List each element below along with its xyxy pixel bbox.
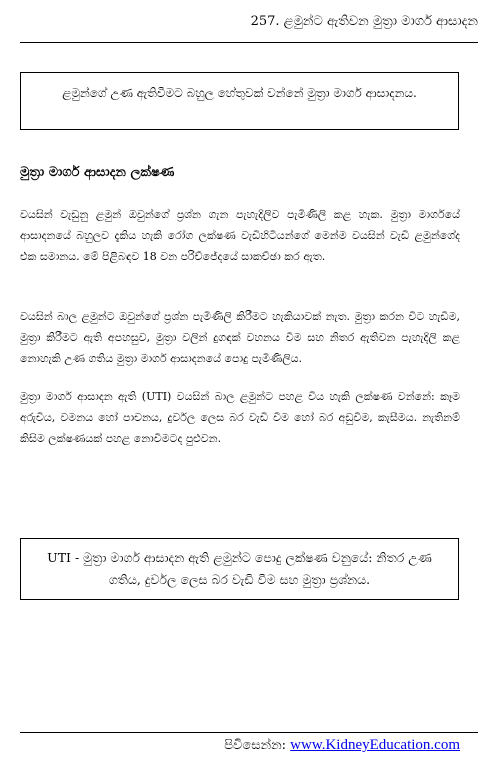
- paragraph-2: වයසින් බාල ළමුන්ට ඔවුන්ගේ ප්‍රශ්න පැමිණිලි කිරීමට හැකියාවක් නැත. මුත්‍රා කරන විට හැඩීම, මුත්‍රා කිරීමට ඇති අපහසුව, මුත්‍රා වලින් දුගඳක් වහනය වීම සහ නිතර ඇතිවන පැහැදිලි කළ නොහැකි උණ ගතිය මුත්‍රා මාර්ග ආසාදනයේ පොදු පැමිණිලිය.: [20, 310, 460, 365]
- callout-box-bottom: [20, 538, 459, 600]
- section-heading: මුත්‍රා මාර්ග ආසාදන ලක්ෂණ: [20, 165, 175, 180]
- footer-label: පිවිසෙන්න:: [224, 738, 287, 753]
- callout-text-top: ළමුන්ගේ උණ ඇතිවීමට බහුල හේතුවක් වන්නේ මුත්‍රා මාර්ග ආසාදනය.: [62, 86, 417, 100]
- footer: [224, 737, 460, 754]
- header-divider: [20, 42, 478, 43]
- website-link[interactable]: www.KidneyEducation.com: [290, 737, 460, 753]
- callout-text-bottom: UTI - මුත්‍රා මාර්ග ආසාදන ඇති ළමුන්ට පොදු ලක්ෂණ වනුයේ: නිතර උණ ගතිය, දුර්වල ලෙස බර වැඩි වීම සහ මුත්‍රා ප්‍රශ්නය.: [47, 550, 432, 587]
- paragraph-3: මුත්‍රා මාර්ග ආසාදන ඇති (UTI) වයසින් බාල ළමුන්ට පහළ විය හැකි ලක්ෂණ වන්නේ: කෑම අරුචිය, වමනය හෝ පාචනය, දුර්වල ලෙස බර වැඩි වීම හෝ බර අඩුවීම, කැසීමය. නැතිනම් කිසිම ලක්ෂණයක් පහළ නොවීමටද පුළුවන.: [20, 390, 460, 445]
- page-header: [20, 14, 478, 30]
- footer-divider: [20, 732, 478, 733]
- paragraph-1: වයසින් වැඩුනු ළමුන් ඔවුන්ගේ ප්‍රශ්න ගැන පැහැදිලිව පැමිණිලි කළ හැක. මුත්‍රා මාර්ගයේ ආසාදනයේ බහුලව දැකිය හැකි රෝග ලක්ෂණ වැඩිහිටියන්ගේ මෙන්ම වයසින් වැඩි ළමුන්ගේද එක සමානය. මේ පිළිබඳව 18 වන පරිච්ජේදයේ සාකච්ඡා කර ඇත.: [20, 208, 460, 263]
- page-title: 257. ළමුන්ට ඇතිවන මුත්‍රා මාර්ග ආසාදන: [250, 14, 478, 29]
- callout-box-top: [20, 72, 459, 130]
